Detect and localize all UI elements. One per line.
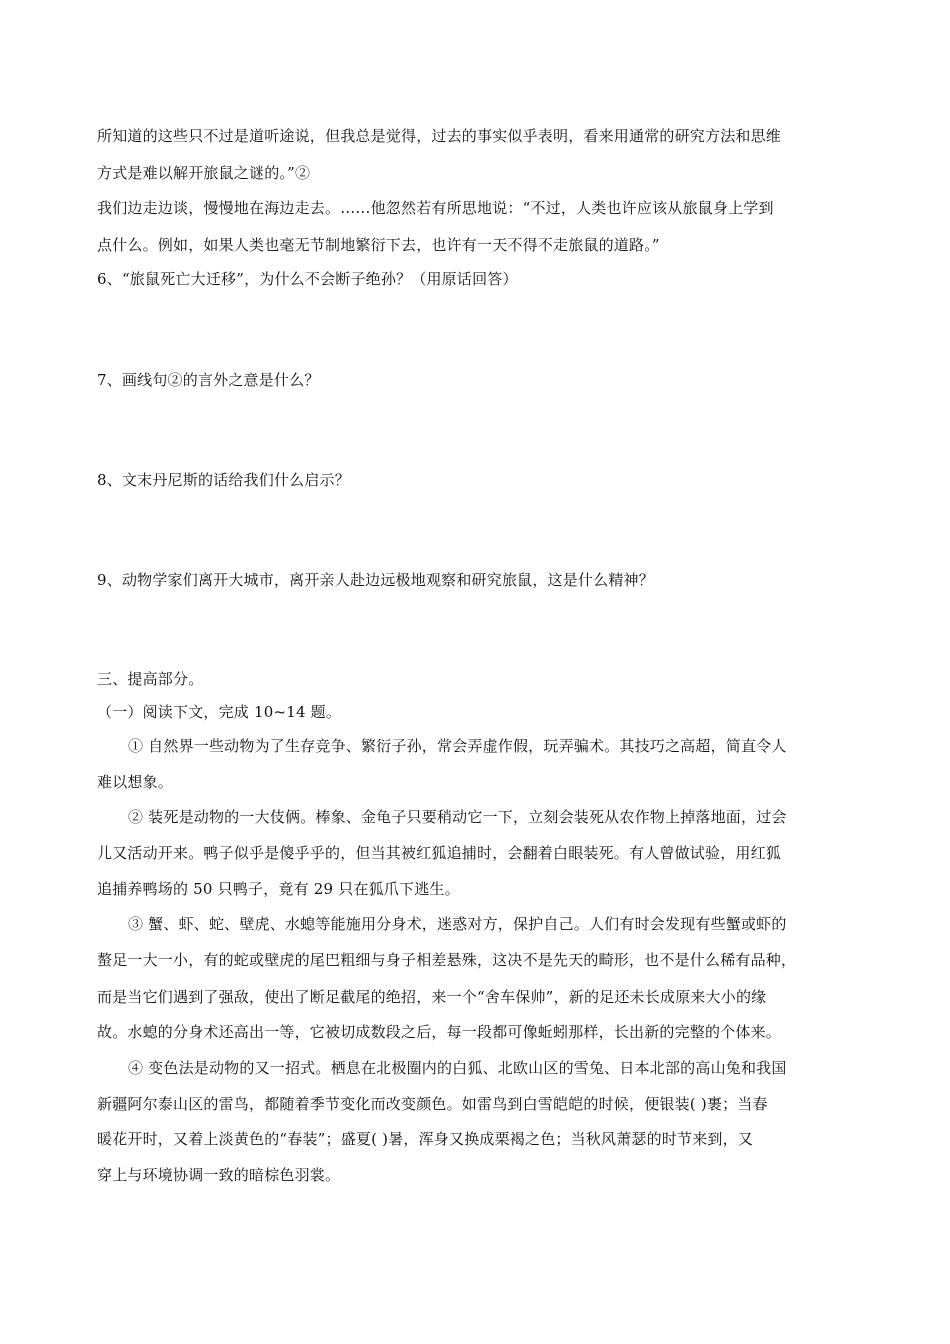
- passage-line: 方式是难以解开旅鼠之谜的。”②: [97, 164, 311, 182]
- paragraph-3-line: 故。水螅的分身术还高出一等，它被切成数段之后，每一段都可像蚯蚓那样，长出新的完整的个体来。: [97, 1023, 782, 1041]
- paragraph-3-line: 而是当它们遇到了强敌，使出了断足截尾的绝招，来一个“舍车保帅”，新的足还未长成原来大小的缘: [97, 988, 767, 1006]
- passage-line: 点什么。例如，如果人类也毫无节制地繁衍下去，也许有一天不得不走旅鼠的道路。”: [97, 236, 660, 254]
- question-7: 7、画线句②的言外之意是什么？: [97, 371, 320, 389]
- paragraph-4-line: 暖花开时，又着上淡黄色的“春装”；盛夏( )暑，浑身又换成栗褐之色；当秋风萧瑟的时节来到，又: [97, 1130, 754, 1148]
- paragraph-3-line: 螯足一大一小，有的蛇或壁虎的尾巴粗细与身子相差悬殊，这决不是先天的畸形，也不是什么稀有品种，: [97, 951, 797, 969]
- paragraph-1-line: 难以想象。: [97, 773, 174, 791]
- paragraph-3-line: ③ 蟹、虾、蛇、壁虎、水螅等能施用分身术，迷惑对方，保护自己。人们有时会发现有些蟹或虾的: [128, 915, 787, 933]
- paragraph-4-line: 新疆阿尔泰山区的雷鸟，都随着季节变化而改变颜色。如雷鸟到白雪皑皑的时候，便银装( )裹；当春: [97, 1095, 768, 1113]
- paragraph-4-line: 穿上与环境协调一致的暗棕色羽裳。: [97, 1166, 341, 1184]
- paragraph-1-line: ① 自然界一些动物为了生存竞争、繁衍子孙，常会弄虚作假，玩弄骗术。其技巧之高超，简直令人: [128, 737, 787, 755]
- passage-line: 所知道的这些只不过是道听途说，但我总是觉得，过去的事实似乎表明，看来用通常的研究方法和思维: [97, 127, 782, 145]
- question-9: 9、动物学家们离开大城市，离开亲人赴边远极地观察和研究旅鼠，这是什么精神？: [97, 571, 654, 589]
- question-8: 8、文末丹尼斯的话给我们什么启示？: [97, 471, 350, 489]
- paragraph-2-line: ② 装死是动物的一大伎俩。棒象、金龟子只要稍动它一下，立刻会装死从农作物上掉落地面，过会: [128, 808, 787, 826]
- section-subheading: （一）阅读下文，完成 10~14 题。: [97, 703, 342, 721]
- paragraph-2-line: 追捕养鸭场的 50 只鸭子，竟有 29 只在狐爪下逃生。: [97, 880, 460, 898]
- passage-line: 我们边走边谈，慢慢地在海边走去。……他忽然若有所思地说：“不过，人类也许应该从旅鼠身上学到: [97, 199, 774, 217]
- section-heading: 三、提高部分。: [97, 670, 204, 688]
- paragraph-2-line: 儿又活动开来。鸭子似乎是傻乎乎的，但当其被红狐追捕时，会翻着白眼装死。有人曾做试验，用红狐: [97, 844, 782, 862]
- question-6: 6、“旅鼠死亡大迁移”，为什么不会断子绝孙？（用原话回答）: [97, 270, 518, 288]
- paragraph-4-line: ④ 变色法是动物的又一招式。栖息在北极圈内的白狐、北欧山区的雪兔、日本北部的高山兔和我国: [128, 1059, 787, 1077]
